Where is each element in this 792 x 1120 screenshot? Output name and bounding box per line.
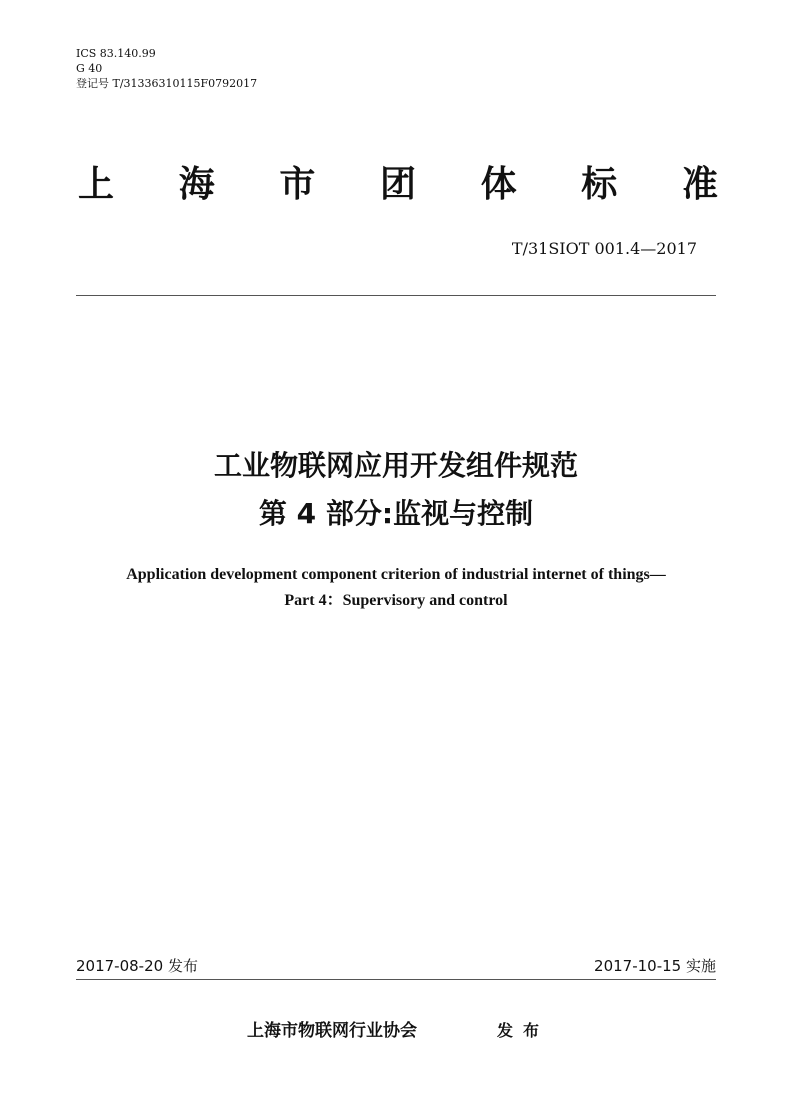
- implementation-date: 2017-10-15 实施: [594, 957, 716, 975]
- document-title-en-line1: Application development component criterion of industrial internet of things—: [126, 566, 666, 583]
- document-title-cn-line2: 第 4 部分:监视与控制: [258, 497, 534, 530]
- title-char: 标: [581, 164, 618, 205]
- document-title-cn-line1: 工业物联网应用开发组件规范: [213, 449, 578, 482]
- standard-category-title: [78, 160, 718, 210]
- title-char: 准: [681, 164, 718, 205]
- title-char: 团: [379, 164, 416, 205]
- issue-date: 2017-08-20 发布: [76, 957, 198, 975]
- document-title-en-line2: Part 4：Supervisory and control: [284, 592, 508, 609]
- publisher-name: 上海市物联网行业协会: [247, 1021, 417, 1041]
- publish-label: 发布: [497, 1021, 550, 1040]
- ccs-code: G 40: [76, 62, 103, 75]
- title-char: 市: [279, 164, 316, 205]
- title-char: 海: [178, 164, 215, 205]
- ics-code: ICS 83.140.99: [76, 47, 156, 60]
- registration-number: 登记号 T/31336310115F0792017: [76, 77, 258, 90]
- title-char: 体: [480, 164, 517, 205]
- standard-number: T/31SIOT 001.4—2017: [511, 239, 697, 258]
- title-char: 上: [78, 164, 115, 205]
- header-divider: [76, 295, 716, 296]
- footer-divider: [76, 979, 716, 980]
